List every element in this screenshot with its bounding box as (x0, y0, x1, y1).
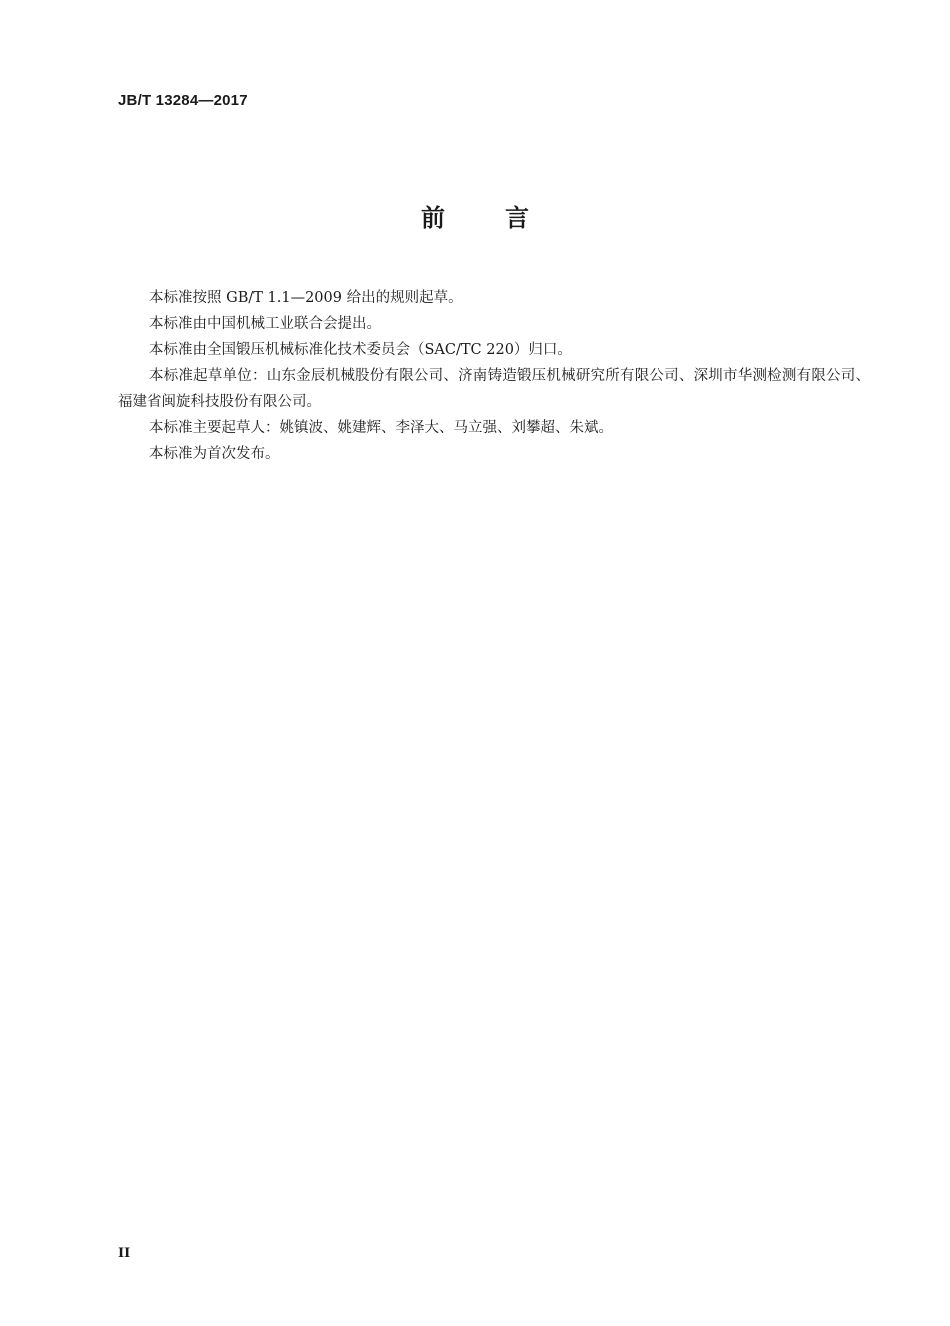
paragraph-drafting-units: 本标准起草单位：山东金辰机械股份有限公司、济南铸造锻压机械研究所有限公司、深圳市华测检测有限公司、福建省闽旋科技股份有限公司。 (118, 368, 870, 410)
paragraph-committee: 本标准由全国锻压机械标准化技术委员会（SAC/TC 220）归口。 (149, 342, 572, 358)
paragraph-first-release: 本标准为首次发布。 (149, 446, 280, 462)
paragraph-proposer: 本标准由中国机械工业联合会提出。 (149, 316, 381, 332)
paragraph-drafters: 本标准主要起草人：姚镇波、姚建辉、李泽大、马立强、刘攀超、朱斌。 (149, 420, 613, 436)
standard-code: JB/T 13284—2017 (118, 92, 248, 109)
page-title: 前言 (421, 204, 589, 232)
paragraph-drafting-rules: 本标准按照 GB/T 1.1—2009 给出的规则起草。 (149, 290, 463, 306)
page-number: II (118, 1246, 131, 1261)
foreword-body (118, 285, 870, 467)
